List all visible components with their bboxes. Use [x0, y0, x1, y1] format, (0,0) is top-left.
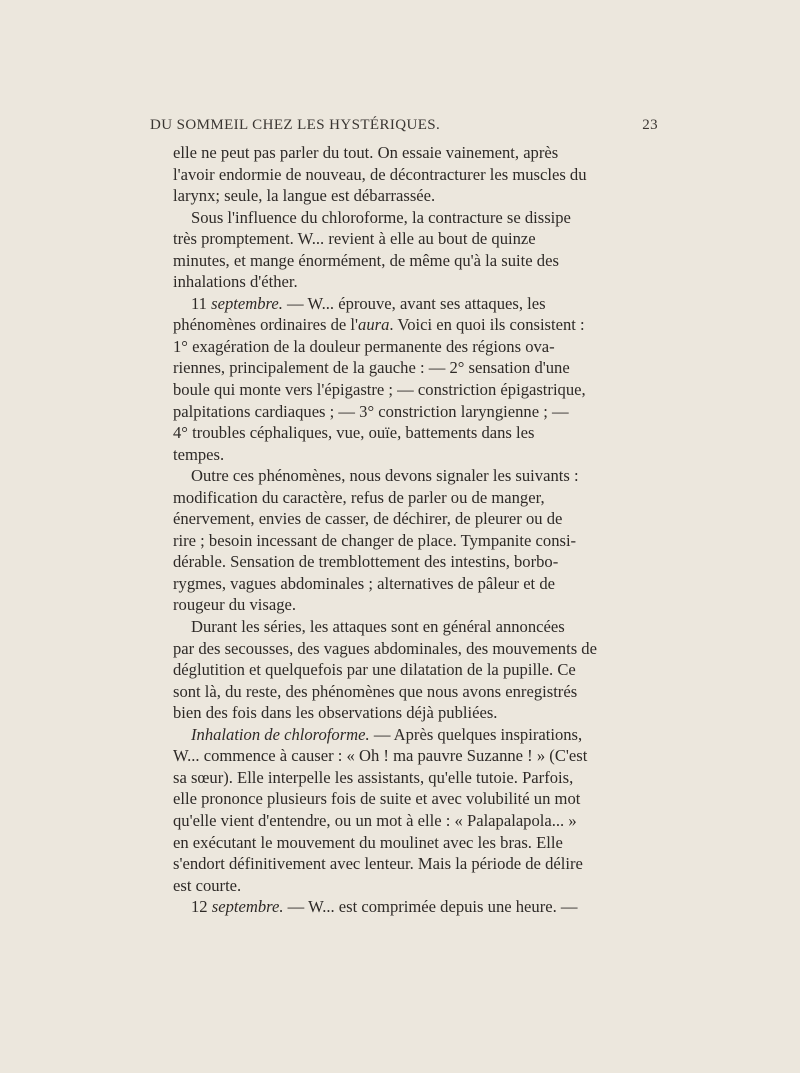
text-line: s'endort définitivement avec lenteur. Mais la période de délire	[173, 854, 583, 874]
text-line: tempes.	[173, 444, 225, 464]
text-line: rire ; besoin incessant de changer de place. Tympanite consi-	[173, 530, 577, 550]
text-line: bien des fois dans les observations déjà publiées.	[173, 703, 498, 723]
text-line: boule qui monte vers l'épigastre ; — constriction épigastrique,	[173, 380, 586, 400]
body-text	[173, 142, 658, 918]
date-month: septembre.	[211, 897, 284, 917]
paragraph-start-line: Outre ces phénomènes, nous devons signaler les suivants :	[191, 466, 579, 486]
text-line: est courte.	[173, 875, 242, 895]
text-line: 4° troubles céphaliques, vue, ouïe, battements dans les	[173, 423, 535, 443]
section-heading-italic: Inhalation de chloroforme.	[191, 724, 370, 744]
text-line: rougeur du visage.	[173, 595, 297, 615]
text-line: elle prononce plusieurs fois de suite et avec volubilité un mot	[173, 789, 581, 809]
text-line: palpitations cardiaques ; — 3° constriction laryngienne ; —	[173, 401, 569, 421]
text-line: inhalations d'éther.	[173, 272, 298, 292]
page-number: 23	[642, 117, 658, 133]
text-line: qu'elle vient d'entendre, ou un mot à elle : « Palapalapola... »	[173, 810, 577, 830]
text-line: 1° exagération de la douleur permanente des régions ova-	[173, 336, 555, 356]
text-line: larynx; seule, la langue est débarrassée.	[173, 186, 436, 206]
paragraph-start-line: Sous l'influence du chloroforme, la contracture se dissipe	[191, 207, 571, 227]
page-header	[150, 117, 658, 139]
text-line: énervement, envies de casser, de déchirer, de pleurer ou de	[173, 509, 563, 529]
paragraph-start-line	[173, 293, 658, 315]
text-line: déglutition et quelquefois par une dilatation de la pupille. Ce	[173, 660, 576, 680]
line-fragment: — W... éprouve, avant ses attaques, les	[282, 293, 546, 313]
text-line: en exécutant le mouvement du moulinet avec les bras. Elle	[173, 832, 563, 852]
paragraph-start-line	[173, 896, 658, 918]
line-fragment: . Voici en quoi ils consistent :	[389, 315, 585, 335]
italic-term: aura	[358, 315, 390, 335]
text-line: riennes, principalement de la gauche : — 2° sensation d'une	[173, 358, 570, 378]
text-line: très promptement. W... revient à elle au bout de quinze	[173, 229, 536, 249]
date-month: septembre.	[211, 293, 283, 313]
paragraph-start-line: Durant les séries, les attaques sont en général annoncées	[191, 617, 565, 637]
line-fragment: — Après quelques inspirations,	[369, 724, 583, 744]
running-title: DU SOMMEIL CHEZ LES HYSTÉRIQUES.	[150, 117, 441, 133]
date-number: 12	[191, 897, 212, 917]
text-line: minutes, et mange énormément, de même qu'à la suite des	[173, 250, 559, 270]
text-line: rygmes, vagues abdominales ; alternatives de pâleur et de	[173, 573, 555, 593]
line-fragment: — W... est comprimée depuis une heure. —	[283, 897, 578, 917]
paragraph-start-line	[173, 724, 658, 746]
date-number: 11	[191, 293, 212, 313]
text-line: l'avoir endormie de nouveau, de décontracturer les muscles du	[173, 164, 587, 184]
text-line	[173, 314, 658, 336]
line-fragment: phénomènes ordinaires de l'	[173, 315, 359, 335]
text-line: dérable. Sensation de tremblottement des intestins, borbo-	[173, 552, 559, 572]
text-line: par des secousses, des vagues abdominales, des mouvements de	[173, 638, 597, 658]
text-line: modification du caractère, refus de parler ou de manger,	[173, 487, 545, 507]
text-line: sont là, du reste, des phénomènes que nous avons enregistrés	[173, 681, 578, 701]
text-line: W... commence à causer : « Oh ! ma pauvre Suzanne ! » (C'est	[173, 746, 588, 766]
text-line: sa sœur). Elle interpelle les assistants, qu'elle tutoie. Parfois,	[173, 767, 574, 787]
text-line: elle ne peut pas parler du tout. On essaie vainement, après	[173, 143, 559, 162]
